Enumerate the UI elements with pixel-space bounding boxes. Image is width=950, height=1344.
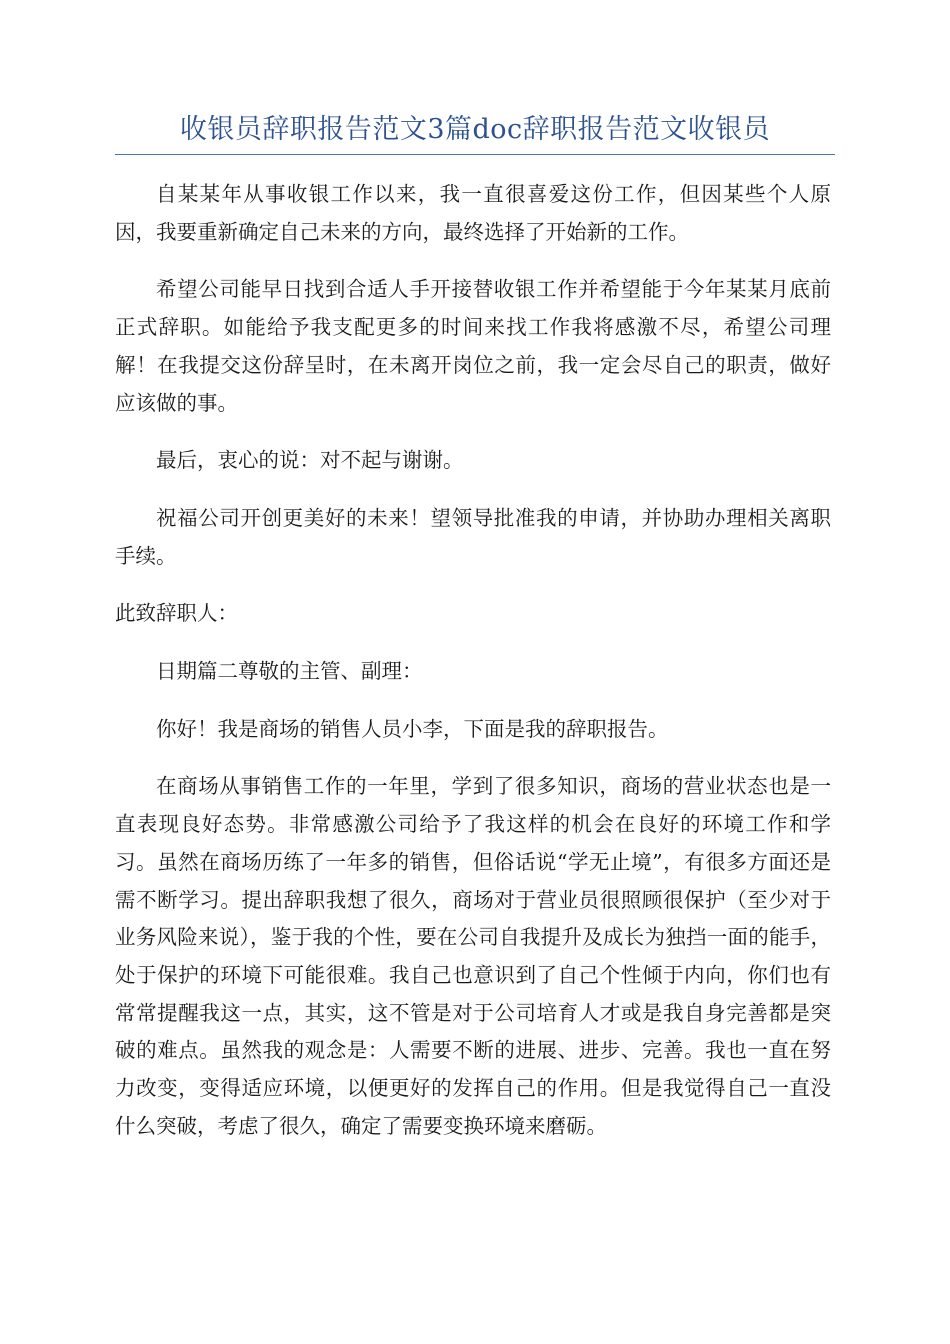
paragraph: 最后，衷心的说：对不起与谢谢。 xyxy=(156,448,464,473)
title-underline xyxy=(115,154,835,155)
paragraph: 在商场从事销售工作的一年里，学到了很多知识，商场的营业状态也是一直表现良好态势。非常感激公司给予了我这样的机会在良好的环境工作和学习。虽然在商场历练了一年多的销售，但俗话说“学无止境”，有很多方面还是需不断学习。提出辞职我想了很久，商场对于营业员很照顾很保护（至少对于业务风险来说），鉴于我的个性，要在公司自我提升及成长为独挡一面的能手，处于保护的环境下可能很难。我自己也意识到了自己个性倾于内向，你们也有常常提醒我这一点，其实，这不管是对于公司培育人才或是我自身完善都是突破的难点。虽然我的观念是：人需要不断的进展、进步、完善。我也一直在努力改变，变得适应环境，以便更好的发挥自己的作用。但是我觉得自己一直没什么突破，考虑了很久，确定了需要变换环境来磨砺。 xyxy=(115,774,831,1138)
paragraph: 你好！我是商场的销售人员小李，下面是我的辞职报告。 xyxy=(156,716,669,741)
paragraph: 祝福公司开创更美好的未来！望领导批准我的申请，并协助办理相关离职手续。 xyxy=(115,505,831,568)
paragraph: 希望公司能早日找到合适人手开接替收银工作并希望能于今年某某月底前正式辞职。如能给予我支配更多的时间来找工作我将感激不尽，希望公司理解！在我提交这份辞呈时，在未离开岗位之前，我一定会尽自己的职责，做好应该做的事。 xyxy=(115,277,831,415)
paragraph: 日期篇二尊敬的主管、副理： xyxy=(156,659,423,684)
document-body xyxy=(115,176,831,1165)
paragraph: 自某某年从事收银工作以来，我一直很喜爱这份工作，但因某些个人原因，我要重新确定自己未来的方向，最终选择了开始新的工作。 xyxy=(115,182,831,244)
document-title: 收银员辞职报告范文3篇doc辞职报告范文收银员 xyxy=(179,114,771,145)
paragraph: 此致辞职人： xyxy=(115,601,238,626)
